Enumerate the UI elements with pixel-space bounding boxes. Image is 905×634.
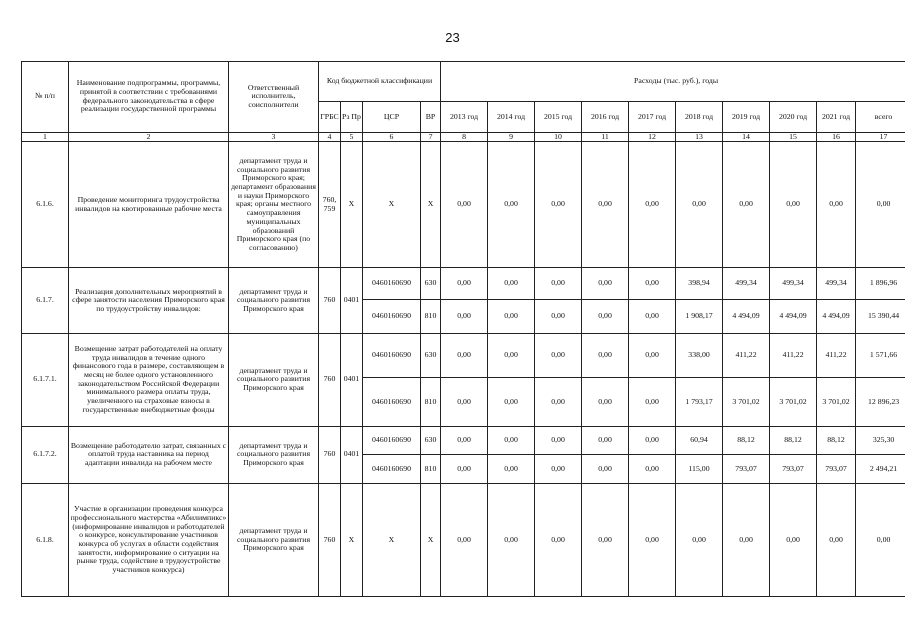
row-value: 499,34 <box>770 268 817 299</box>
header-rzpr: Рз Пр <box>341 102 363 132</box>
column-index: 12 <box>629 132 676 142</box>
header-num: № п/п <box>22 62 69 133</box>
row-value: 0,00 <box>582 484 629 597</box>
row-value: 0,00 <box>441 454 488 483</box>
row-value: 0,00 <box>488 426 535 454</box>
page-number: 23 <box>445 30 460 45</box>
row-vr: 810 <box>421 378 441 426</box>
row-value: 0,00 <box>676 142 723 268</box>
column-index: 4 <box>319 132 341 142</box>
column-index: 3 <box>229 132 319 142</box>
row-value: 1 908,17 <box>676 299 723 333</box>
row-rzpr: 0401 <box>341 333 363 426</box>
row-vr: 810 <box>421 299 441 333</box>
row-number: 6.1.6. <box>22 142 69 268</box>
row-value: 793,07 <box>770 454 817 483</box>
row-rzpr: 0401 <box>341 426 363 483</box>
row-total: 1 896,96 <box>856 268 905 299</box>
row-value: 0,00 <box>535 454 582 483</box>
row-value: 0,00 <box>535 378 582 426</box>
row-vr: 630 <box>421 426 441 454</box>
row-value: 0,00 <box>441 142 488 268</box>
row-name: Участие в организации проведения конкурса профессионального мастерства «Абилимпикс» (информирование инвалидов и работодателей о конкурсе, консультирование участников конкурса об услугах в области содействия занятости, информирование о ситуации на рынке труда, содействие в трудоустройстве участников конкурса) <box>69 484 229 597</box>
column-index: 16 <box>817 132 856 142</box>
column-index: 10 <box>535 132 582 142</box>
row-value: 115,00 <box>676 454 723 483</box>
row-value: 0,00 <box>770 484 817 597</box>
column-index: 15 <box>770 132 817 142</box>
row-value: 0,00 <box>582 268 629 299</box>
row-value: 0,00 <box>488 299 535 333</box>
row-rzpr: X <box>341 142 363 268</box>
row-total: 12 896,23 <box>856 378 905 426</box>
row-value: 0,00 <box>488 268 535 299</box>
row-value: 0,00 <box>535 426 582 454</box>
header-name: Наименование подпрограммы, программы, принятой в соответствии с требованиями федерального законодательства в сфере реализации государственной программы <box>69 62 229 133</box>
row-rzpr: X <box>341 484 363 597</box>
row-total: 15 390,44 <box>856 299 905 333</box>
row-number: 6.1.7.2. <box>22 426 69 483</box>
row-value: 0,00 <box>582 333 629 377</box>
row-value: 0,00 <box>629 299 676 333</box>
column-index: 17 <box>856 132 905 142</box>
row-value: 0,00 <box>488 454 535 483</box>
row-value: 0,00 <box>441 426 488 454</box>
header-vr: ВР <box>421 102 441 132</box>
row-value: 0,00 <box>629 426 676 454</box>
row-vr: X <box>421 142 441 268</box>
column-index: 13 <box>676 132 723 142</box>
row-grbs: 760, 759 <box>319 142 341 268</box>
column-index: 14 <box>723 132 770 142</box>
row-value: 0,00 <box>629 333 676 377</box>
table-row <box>22 333 905 377</box>
row-executor: департамент труда и социального развития Приморского края <box>229 484 319 597</box>
row-value: 0,00 <box>817 142 856 268</box>
row-value: 0,00 <box>582 426 629 454</box>
row-value: 0,00 <box>676 484 723 597</box>
row-value: 411,22 <box>770 333 817 377</box>
row-value: 0,00 <box>582 142 629 268</box>
row-value: 0,00 <box>488 378 535 426</box>
row-executor: департамент труда и социального развития Приморского края <box>229 333 319 426</box>
row-csr: 0460160690 <box>363 333 421 377</box>
header-budget-code: Код бюджетной классификации <box>319 62 441 102</box>
row-value: 0,00 <box>441 299 488 333</box>
row-vr: 630 <box>421 268 441 299</box>
row-number: 6.1.8. <box>22 484 69 597</box>
row-value: 0,00 <box>535 268 582 299</box>
header-year: 2016 год <box>582 102 629 132</box>
row-csr: 0460160690 <box>363 426 421 454</box>
table-row <box>22 426 905 454</box>
row-value: 0,00 <box>535 299 582 333</box>
row-value: 88,12 <box>723 426 770 454</box>
row-value: 1 793,17 <box>676 378 723 426</box>
column-index: 5 <box>341 132 363 142</box>
row-csr: X <box>363 484 421 597</box>
budget-table <box>21 61 905 597</box>
header-year: 2013 год <box>441 102 488 132</box>
header-year: 2021 год <box>817 102 856 132</box>
row-value: 411,22 <box>723 333 770 377</box>
row-value: 0,00 <box>770 142 817 268</box>
header-executor: Ответственный исполнитель, соисполнители <box>229 62 319 133</box>
table-row <box>22 268 905 299</box>
row-value: 0,00 <box>441 378 488 426</box>
header-csr: ЦСР <box>363 102 421 132</box>
row-value: 0,00 <box>723 142 770 268</box>
row-value: 499,34 <box>723 268 770 299</box>
table-row <box>22 484 905 597</box>
table-row <box>22 142 905 268</box>
header-year: 2019 год <box>723 102 770 132</box>
row-value: 0,00 <box>629 454 676 483</box>
column-index: 7 <box>421 132 441 142</box>
header-grbs: ГРБС <box>319 102 341 132</box>
row-name: Возмещение работодателю затрат, связанных с оплатой труда наставника на период адаптации инвалида на рабочем месте <box>69 426 229 483</box>
row-value: 0,00 <box>488 484 535 597</box>
row-value: 0,00 <box>817 484 856 597</box>
row-grbs: 760 <box>319 426 341 483</box>
row-value: 0,00 <box>535 333 582 377</box>
row-value: 4 494,09 <box>770 299 817 333</box>
row-executor: департамент труда и социального развития Приморского края <box>229 268 319 334</box>
header-year: 2014 год <box>488 102 535 132</box>
row-vr: 630 <box>421 333 441 377</box>
column-index: 6 <box>363 132 421 142</box>
row-value: 3 701,02 <box>770 378 817 426</box>
row-value: 0,00 <box>488 333 535 377</box>
row-grbs: 760 <box>319 268 341 334</box>
row-value: 0,00 <box>629 378 676 426</box>
row-value: 0,00 <box>629 484 676 597</box>
row-value: 0,00 <box>488 142 535 268</box>
row-value: 793,07 <box>723 454 770 483</box>
row-value: 0,00 <box>535 484 582 597</box>
row-value: 4 494,09 <box>817 299 856 333</box>
row-value: 0,00 <box>441 333 488 377</box>
row-value: 0,00 <box>629 142 676 268</box>
row-name: Проведение мониторинга трудоустройства инвалидов на квотированные рабочие места <box>69 142 229 268</box>
row-number: 6.1.7. <box>22 268 69 334</box>
row-value: 0,00 <box>535 142 582 268</box>
row-number: 6.1.7.1. <box>22 333 69 426</box>
row-value: 411,22 <box>817 333 856 377</box>
row-vr: X <box>421 484 441 597</box>
row-executor: департамент труда и социального развития Приморского края <box>229 426 319 483</box>
row-value: 0,00 <box>582 454 629 483</box>
row-csr: 0460160690 <box>363 299 421 333</box>
row-value: 88,12 <box>817 426 856 454</box>
header-year: 2020 год <box>770 102 817 132</box>
row-rzpr: 0401 <box>341 268 363 334</box>
row-value: 3 701,02 <box>817 378 856 426</box>
row-name: Возмещение затрат работодателей на оплату труда инвалидов в течение одного финансового года в размере, составляющем в месяц не более одного установленного законодательством Российской Федерации минимального размера оплаты труда, увеличенного на страховые взносы в государственные внебюджетные фонды <box>69 333 229 426</box>
row-name: Реализация дополнительных мероприятий в сфере занятости населения Приморского края по трудоустройству инвалидов: <box>69 268 229 334</box>
row-value: 60,94 <box>676 426 723 454</box>
row-executor: департамент труда и социального развития Приморского края; департамент образования и науки Приморского края; органы местного самоуправления муниципальных образований Приморского края (по согласованию) <box>229 142 319 268</box>
column-index: 8 <box>441 132 488 142</box>
row-value: 4 494,09 <box>723 299 770 333</box>
row-grbs: 760 <box>319 333 341 426</box>
row-grbs: 760 <box>319 484 341 597</box>
header-year: 2017 год <box>629 102 676 132</box>
row-total: 2 494,21 <box>856 454 905 483</box>
column-index: 1 <box>22 132 69 142</box>
row-value: 0,00 <box>441 268 488 299</box>
row-value: 793,07 <box>817 454 856 483</box>
row-total: 0,00 <box>856 142 905 268</box>
row-csr: 0460160690 <box>363 454 421 483</box>
row-value: 398,94 <box>676 268 723 299</box>
row-csr: 0460160690 <box>363 378 421 426</box>
column-index: 2 <box>69 132 229 142</box>
row-total: 325,30 <box>856 426 905 454</box>
header-expenses: Расходы (тыс. руб.), годы <box>441 62 905 102</box>
column-index: 9 <box>488 132 535 142</box>
row-value: 0,00 <box>582 378 629 426</box>
row-value: 88,12 <box>770 426 817 454</box>
row-value: 3 701,02 <box>723 378 770 426</box>
row-value: 0,00 <box>723 484 770 597</box>
row-total: 1 571,66 <box>856 333 905 377</box>
row-value: 0,00 <box>441 484 488 597</box>
row-vr: 810 <box>421 454 441 483</box>
row-csr: X <box>363 142 421 268</box>
row-value: 499,34 <box>817 268 856 299</box>
header-total: всего <box>856 102 905 132</box>
column-index: 11 <box>582 132 629 142</box>
row-csr: 0460160690 <box>363 268 421 299</box>
row-total: 0,00 <box>856 484 905 597</box>
row-value: 338,00 <box>676 333 723 377</box>
header-year: 2018 год <box>676 102 723 132</box>
header-year: 2015 год <box>535 102 582 132</box>
row-value: 0,00 <box>629 268 676 299</box>
row-value: 0,00 <box>582 299 629 333</box>
